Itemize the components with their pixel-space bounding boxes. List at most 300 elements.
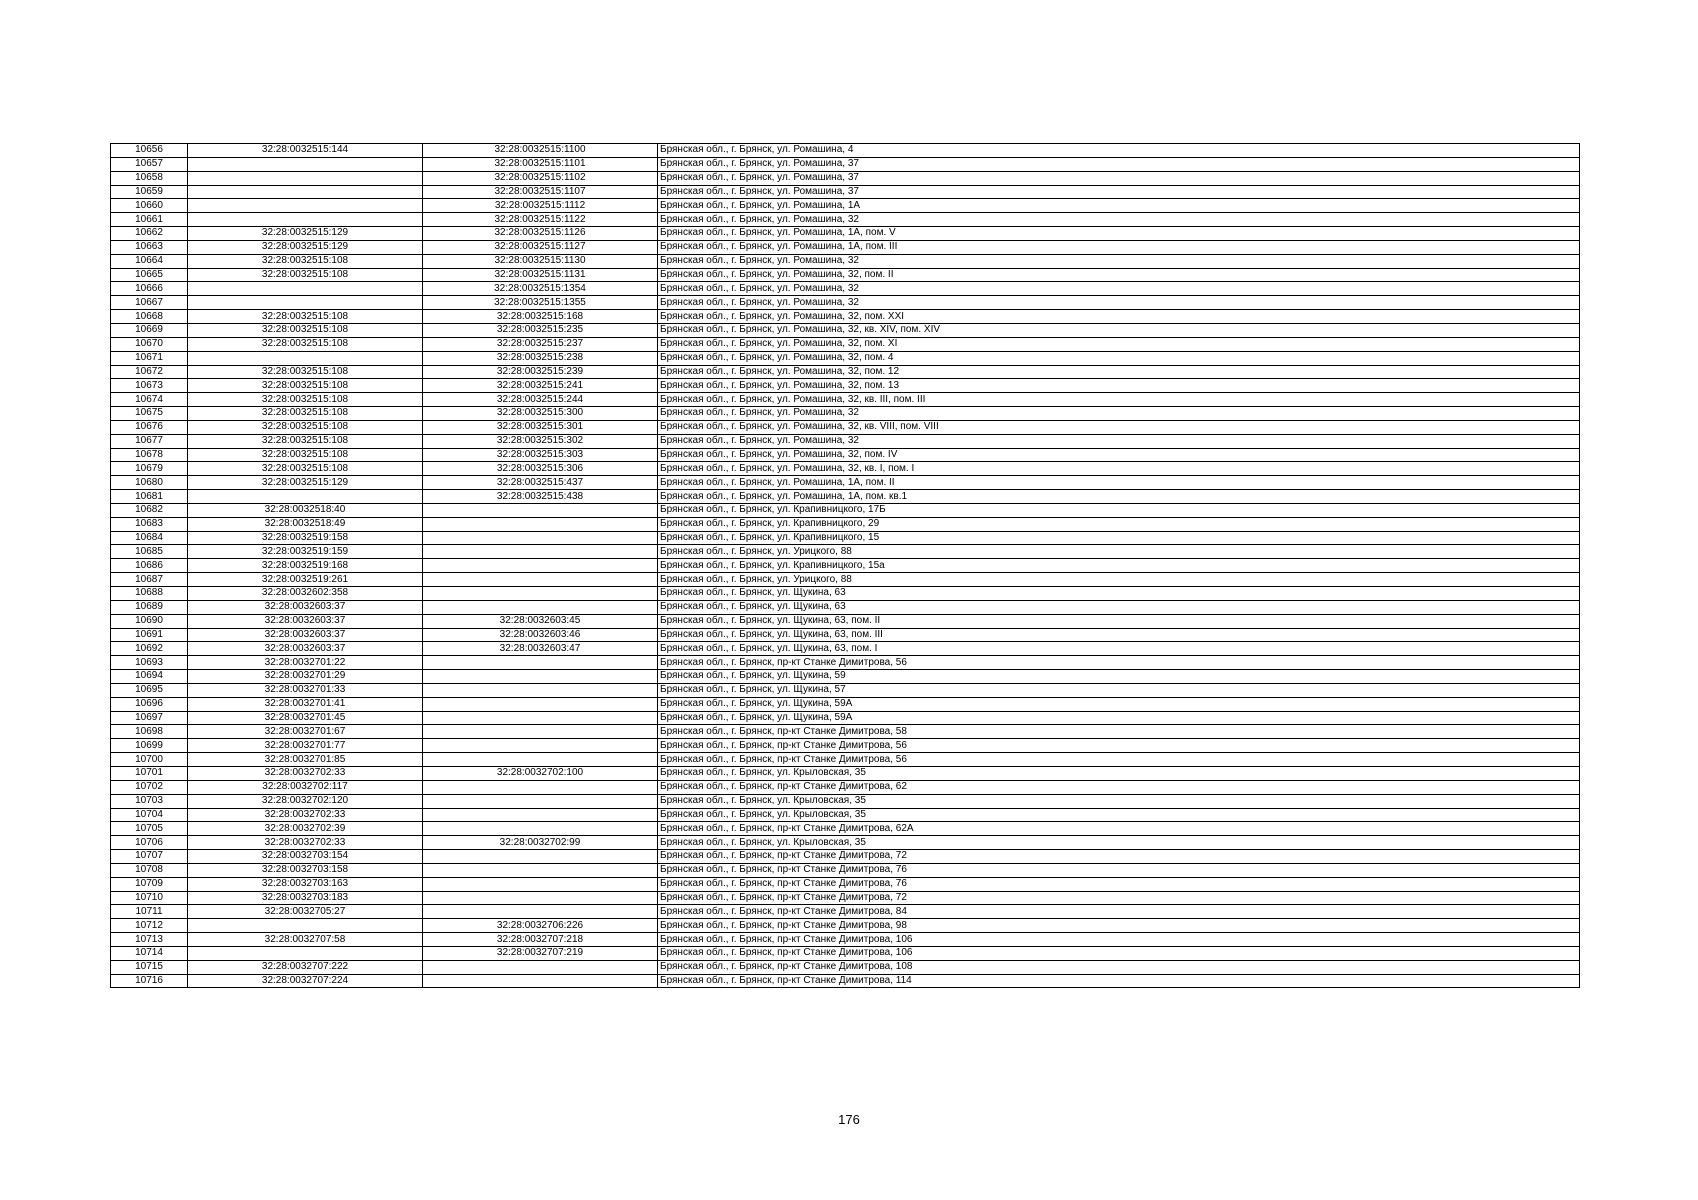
table-row: [111, 337, 1580, 351]
table-row: [111, 296, 1580, 310]
row-number-cell: 10695: [111, 683, 188, 697]
row-number-cell: 10714: [111, 946, 188, 960]
parcel-number-cell: 32:28:0032702:120: [188, 794, 423, 808]
row-number-cell: 10713: [111, 933, 188, 947]
object-number-cell: [423, 753, 658, 767]
row-number-cell: 10660: [111, 199, 188, 213]
table-row: [111, 836, 1580, 850]
address-cell: Брянская обл., г. Брянск, ул. Щукина, 63, пом. III: [658, 628, 1580, 642]
table-row: [111, 323, 1580, 337]
parcel-number-cell: 32:28:0032519:159: [188, 545, 423, 559]
address-cell: Брянская обл., г. Брянск, ул. Крапивницкого, 17Б: [658, 503, 1580, 517]
parcel-number-cell: 32:28:0032602:358: [188, 587, 423, 601]
table-row: [111, 725, 1580, 739]
row-number-cell: 10662: [111, 227, 188, 241]
object-number-cell: 32:28:0032707:219: [423, 946, 658, 960]
address-cell: Брянская обл., г. Брянск, пр-кт Станке Димитрова, 106: [658, 946, 1580, 960]
parcel-number-cell: 32:28:0032515:108: [188, 420, 423, 434]
row-number-cell: 10702: [111, 780, 188, 794]
table-row: [111, 974, 1580, 988]
parcel-number-cell: 32:28:0032515:108: [188, 393, 423, 407]
parcel-number-cell: 32:28:0032515:108: [188, 310, 423, 324]
address-cell: Брянская обл., г. Брянск, ул. Ромашина, 32, пом. XXI: [658, 310, 1580, 324]
object-number-cell: 32:28:0032515:241: [423, 379, 658, 393]
parcel-number-cell: [188, 946, 423, 960]
row-number-cell: 10696: [111, 697, 188, 711]
table-row: [111, 739, 1580, 753]
address-cell: Брянская обл., г. Брянск, ул. Ромашина, 32, пом. 12: [658, 365, 1580, 379]
object-number-cell: 32:28:0032706:226: [423, 919, 658, 933]
parcel-number-cell: [188, 213, 423, 227]
object-number-cell: 32:28:0032603:46: [423, 628, 658, 642]
object-number-cell: 32:28:0032515:1107: [423, 185, 658, 199]
row-number-cell: 10668: [111, 310, 188, 324]
row-number-cell: 10708: [111, 863, 188, 877]
address-cell: Брянская обл., г. Брянск, пр-кт Станке Димитрова, 108: [658, 960, 1580, 974]
object-number-cell: [423, 808, 658, 822]
table-row: [111, 587, 1580, 601]
object-number-cell: [423, 587, 658, 601]
parcel-number-cell: 32:28:0032603:37: [188, 628, 423, 642]
row-number-cell: 10666: [111, 282, 188, 296]
object-number-cell: 32:28:0032515:238: [423, 351, 658, 365]
address-cell: Брянская обл., г. Брянск, ул. Ромашина, 32, пом. XI: [658, 337, 1580, 351]
object-number-cell: 32:28:0032515:1100: [423, 144, 658, 158]
address-cell: Брянская обл., г. Брянск, ул. Крапивницкого, 15а: [658, 559, 1580, 573]
parcel-number-cell: 32:28:0032703:154: [188, 850, 423, 864]
parcel-number-cell: 32:28:0032515:108: [188, 434, 423, 448]
address-cell: Брянская обл., г. Брянск, ул. Щукина, 63, пом. II: [658, 614, 1580, 628]
address-cell: Брянская обл., г. Брянск, пр-кт Станке Димитрова, 56: [658, 739, 1580, 753]
table-row: [111, 946, 1580, 960]
parcel-number-cell: 32:28:0032515:108: [188, 365, 423, 379]
row-number-cell: 10716: [111, 974, 188, 988]
address-cell: Брянская обл., г. Брянск, ул. Ромашина, 4: [658, 144, 1580, 158]
row-number-cell: 10671: [111, 351, 188, 365]
object-number-cell: [423, 531, 658, 545]
object-number-cell: [423, 517, 658, 531]
table-row: [111, 711, 1580, 725]
object-number-cell: [423, 794, 658, 808]
table-row: [111, 462, 1580, 476]
object-number-cell: 32:28:0032515:301: [423, 420, 658, 434]
object-number-cell: [423, 891, 658, 905]
object-number-cell: 32:28:0032515:244: [423, 393, 658, 407]
address-cell: Брянская обл., г. Брянск, ул. Щукина, 63, пом. I: [658, 642, 1580, 656]
parcel-number-cell: 32:28:0032703:183: [188, 891, 423, 905]
row-number-cell: 10669: [111, 323, 188, 337]
parcel-number-cell: [188, 185, 423, 199]
object-number-cell: [423, 656, 658, 670]
object-number-cell: [423, 683, 658, 697]
object-number-cell: 32:28:0032515:1127: [423, 240, 658, 254]
parcel-number-cell: 32:28:0032515:144: [188, 144, 423, 158]
object-number-cell: 32:28:0032515:235: [423, 323, 658, 337]
table-row: [111, 559, 1580, 573]
table-row: [111, 919, 1580, 933]
parcel-number-cell: 32:28:0032519:158: [188, 531, 423, 545]
address-cell: Брянская обл., г. Брянск, пр-кт Станке Димитрова, 84: [658, 905, 1580, 919]
object-number-cell: [423, 573, 658, 587]
table-row: [111, 365, 1580, 379]
table-row: [111, 227, 1580, 241]
row-number-cell: 10707: [111, 850, 188, 864]
table-row: [111, 282, 1580, 296]
address-cell: Брянская обл., г. Брянск, ул. Ромашина, 32, кв. VIII, пом. VIII: [658, 420, 1580, 434]
parcel-number-cell: 32:28:0032515:108: [188, 379, 423, 393]
address-cell: Брянская обл., г. Брянск, ул. Щукина, 59А: [658, 711, 1580, 725]
row-number-cell: 10712: [111, 919, 188, 933]
page-number: 176: [838, 1112, 860, 1127]
address-cell: Брянская обл., г. Брянск, ул. Ромашина, 32: [658, 407, 1580, 421]
row-number-cell: 10672: [111, 365, 188, 379]
address-cell: Брянская обл., г. Брянск, ул. Ромашина, 32: [658, 434, 1580, 448]
table-row: [111, 407, 1580, 421]
object-number-cell: [423, 822, 658, 836]
table-row: [111, 171, 1580, 185]
parcel-number-cell: [188, 282, 423, 296]
row-number-cell: 10711: [111, 905, 188, 919]
table-row: [111, 144, 1580, 158]
parcel-number-cell: 32:28:0032603:37: [188, 614, 423, 628]
parcel-number-cell: 32:28:0032702:117: [188, 780, 423, 794]
row-number-cell: 10683: [111, 517, 188, 531]
address-cell: Брянская обл., г. Брянск, ул. Ромашина, 32: [658, 296, 1580, 310]
row-number-cell: 10658: [111, 171, 188, 185]
table-row: [111, 434, 1580, 448]
parcel-number-cell: [188, 490, 423, 504]
address-cell: Брянская обл., г. Брянск, пр-кт Станке Димитрова, 76: [658, 863, 1580, 877]
parcel-number-cell: 32:28:0032701:77: [188, 739, 423, 753]
row-number-cell: 10679: [111, 462, 188, 476]
row-number-cell: 10687: [111, 573, 188, 587]
address-cell: Брянская обл., г. Брянск, ул. Ромашина, 32, пом. 4: [658, 351, 1580, 365]
table-row: [111, 877, 1580, 891]
row-number-cell: 10701: [111, 766, 188, 780]
table-row: [111, 905, 1580, 919]
parcel-number-cell: 32:28:0032515:108: [188, 462, 423, 476]
row-number-cell: 10688: [111, 587, 188, 601]
table-row: [111, 379, 1580, 393]
table-row: [111, 185, 1580, 199]
address-cell: Брянская обл., г. Брянск, ул. Крыловская, 35: [658, 766, 1580, 780]
address-cell: Брянская обл., г. Брянск, ул. Ромашина, 32: [658, 213, 1580, 227]
address-cell: Брянская обл., г. Брянск, ул. Щукина, 59: [658, 670, 1580, 684]
table-row: [111, 863, 1580, 877]
row-number-cell: 10673: [111, 379, 188, 393]
parcel-number-cell: 32:28:0032702:33: [188, 808, 423, 822]
parcel-number-cell: 32:28:0032515:108: [188, 323, 423, 337]
row-number-cell: 10715: [111, 960, 188, 974]
table-row: [111, 600, 1580, 614]
address-cell: Брянская обл., г. Брянск, пр-кт Станке Димитрова, 56: [658, 753, 1580, 767]
address-cell: Брянская обл., г. Брянск, ул. Ромашина, 1А, пом. кв.1: [658, 490, 1580, 504]
table-row: [111, 697, 1580, 711]
address-cell: Брянская обл., г. Брянск, ул. Щукина, 57: [658, 683, 1580, 697]
row-number-cell: 10667: [111, 296, 188, 310]
object-number-cell: 32:28:0032515:1354: [423, 282, 658, 296]
table-row: [111, 393, 1580, 407]
address-cell: Брянская обл., г. Брянск, ул. Ромашина, 1А, пом. V: [658, 227, 1580, 241]
object-number-cell: 32:28:0032515:1101: [423, 157, 658, 171]
object-number-cell: 32:28:0032515:1102: [423, 171, 658, 185]
address-cell: Брянская обл., г. Брянск, ул. Крыловская, 35: [658, 808, 1580, 822]
table-row: [111, 891, 1580, 905]
address-cell: Брянская обл., г. Брянск, ул. Ромашина, 37: [658, 185, 1580, 199]
parcel-number-cell: 32:28:0032702:33: [188, 836, 423, 850]
object-number-cell: [423, 545, 658, 559]
row-number-cell: 10691: [111, 628, 188, 642]
parcel-number-cell: 32:28:0032603:37: [188, 600, 423, 614]
object-number-cell: 32:28:0032515:437: [423, 476, 658, 490]
parcel-number-cell: 32:28:0032701:22: [188, 656, 423, 670]
parcel-number-cell: 32:28:0032515:108: [188, 254, 423, 268]
row-number-cell: 10681: [111, 490, 188, 504]
object-number-cell: 32:28:0032515:1355: [423, 296, 658, 310]
row-number-cell: 10692: [111, 642, 188, 656]
row-number-cell: 10661: [111, 213, 188, 227]
address-cell: Брянская обл., г. Брянск, ул. Ромашина, 32, пом. II: [658, 268, 1580, 282]
object-number-cell: 32:28:0032515:239: [423, 365, 658, 379]
object-number-cell: 32:28:0032515:1130: [423, 254, 658, 268]
row-number-cell: 10684: [111, 531, 188, 545]
parcel-number-cell: 32:28:0032515:129: [188, 476, 423, 490]
address-cell: Брянская обл., г. Брянск, ул. Щукина, 63: [658, 600, 1580, 614]
object-number-cell: 32:28:0032603:45: [423, 614, 658, 628]
parcel-number-cell: [188, 171, 423, 185]
object-number-cell: 32:28:0032515:1112: [423, 199, 658, 213]
row-number-cell: 10690: [111, 614, 188, 628]
object-number-cell: 32:28:0032702:100: [423, 766, 658, 780]
object-number-cell: [423, 697, 658, 711]
address-cell: Брянская обл., г. Брянск, ул. Крыловская, 35: [658, 836, 1580, 850]
row-number-cell: 10698: [111, 725, 188, 739]
table-row: [111, 794, 1580, 808]
object-number-cell: [423, 905, 658, 919]
table-row: [111, 614, 1580, 628]
row-number-cell: 10685: [111, 545, 188, 559]
object-number-cell: [423, 863, 658, 877]
address-cell: Брянская обл., г. Брянск, ул. Щукина, 63: [658, 587, 1580, 601]
table-row: [111, 199, 1580, 213]
table-row: [111, 850, 1580, 864]
table-row: [111, 254, 1580, 268]
parcel-number-cell: 32:28:0032515:108: [188, 337, 423, 351]
parcel-number-cell: 32:28:0032519:261: [188, 573, 423, 587]
address-cell: Брянская обл., г. Брянск, пр-кт Станке Димитрова, 62А: [658, 822, 1580, 836]
row-number-cell: 10659: [111, 185, 188, 199]
row-number-cell: 10657: [111, 157, 188, 171]
address-cell: Брянская обл., г. Брянск, ул. Ромашина, 32, кв. XIV, пом. XIV: [658, 323, 1580, 337]
table-row: [111, 933, 1580, 947]
table-row: [111, 780, 1580, 794]
table-row: [111, 822, 1580, 836]
address-cell: Брянская обл., г. Брянск, ул. Ромашина, 1А, пом. III: [658, 240, 1580, 254]
address-cell: Брянская обл., г. Брянск, ул. Ромашина, 32, кв. III, пом. III: [658, 393, 1580, 407]
row-number-cell: 10674: [111, 393, 188, 407]
address-cell: Брянская обл., г. Брянск, ул. Ромашина, 32, пом. 13: [658, 379, 1580, 393]
parcel-number-cell: 32:28:0032702:33: [188, 766, 423, 780]
parcel-number-cell: [188, 919, 423, 933]
parcel-number-cell: [188, 199, 423, 213]
address-cell: Брянская обл., г. Брянск, ул. Крапивницкого, 15: [658, 531, 1580, 545]
parcel-number-cell: 32:28:0032707:224: [188, 974, 423, 988]
address-cell: Брянская обл., г. Брянск, пр-кт Станке Димитрова, 72: [658, 850, 1580, 864]
address-cell: Брянская обл., г. Брянск, пр-кт Станке Димитрова, 114: [658, 974, 1580, 988]
parcel-number-cell: 32:28:0032703:158: [188, 863, 423, 877]
table-row: [111, 670, 1580, 684]
parcel-number-cell: [188, 157, 423, 171]
address-cell: Брянская обл., г. Брянск, пр-кт Станке Димитрова, 56: [658, 656, 1580, 670]
parcel-number-cell: 32:28:0032705:27: [188, 905, 423, 919]
parcel-number-cell: 32:28:0032707:58: [188, 933, 423, 947]
table-row: [111, 573, 1580, 587]
table-row: [111, 157, 1580, 171]
object-number-cell: [423, 877, 658, 891]
parcel-number-cell: 32:28:0032515:129: [188, 227, 423, 241]
row-number-cell: 10682: [111, 503, 188, 517]
parcel-number-cell: 32:28:0032515:108: [188, 268, 423, 282]
row-number-cell: 10686: [111, 559, 188, 573]
address-cell: Брянская обл., г. Брянск, пр-кт Станке Димитрова, 62: [658, 780, 1580, 794]
object-number-cell: 32:28:0032515:438: [423, 490, 658, 504]
parcel-number-cell: 32:28:0032515:129: [188, 240, 423, 254]
table-row: [111, 240, 1580, 254]
object-number-cell: 32:28:0032515:300: [423, 407, 658, 421]
address-cell: Брянская обл., г. Брянск, пр-кт Станке Димитрова, 58: [658, 725, 1580, 739]
object-number-cell: [423, 503, 658, 517]
property-register-table: [110, 143, 1580, 988]
row-number-cell: 10663: [111, 240, 188, 254]
object-number-cell: [423, 725, 658, 739]
row-number-cell: 10694: [111, 670, 188, 684]
row-number-cell: 10689: [111, 600, 188, 614]
address-cell: Брянская обл., г. Брянск, ул. Ромашина, 37: [658, 157, 1580, 171]
parcel-number-cell: 32:28:0032603:37: [188, 642, 423, 656]
address-cell: Брянская обл., г. Брянск, пр-кт Станке Димитрова, 72: [658, 891, 1580, 905]
table-row: [111, 753, 1580, 767]
row-number-cell: 10677: [111, 434, 188, 448]
row-number-cell: 10697: [111, 711, 188, 725]
row-number-cell: 10703: [111, 794, 188, 808]
object-number-cell: 32:28:0032515:303: [423, 448, 658, 462]
address-cell: Брянская обл., г. Брянск, ул. Щукина, 59А: [658, 697, 1580, 711]
row-number-cell: 10664: [111, 254, 188, 268]
register-table-body: [111, 144, 1580, 988]
parcel-number-cell: 32:28:0032519:168: [188, 559, 423, 573]
parcel-number-cell: 32:28:0032707:222: [188, 960, 423, 974]
row-number-cell: 10709: [111, 877, 188, 891]
object-number-cell: 32:28:0032515:1126: [423, 227, 658, 241]
object-number-cell: 32:28:0032515:302: [423, 434, 658, 448]
object-number-cell: [423, 711, 658, 725]
address-cell: Брянская обл., г. Брянск, пр-кт Станке Димитрова, 98: [658, 919, 1580, 933]
row-number-cell: 10693: [111, 656, 188, 670]
object-number-cell: [423, 600, 658, 614]
address-cell: Брянская обл., г. Брянск, ул. Ромашина, 1А: [658, 199, 1580, 213]
table-row: [111, 683, 1580, 697]
table-row: [111, 310, 1580, 324]
parcel-number-cell: 32:28:0032701:67: [188, 725, 423, 739]
table-row: [111, 808, 1580, 822]
row-number-cell: 10656: [111, 144, 188, 158]
parcel-number-cell: 32:28:0032701:41: [188, 697, 423, 711]
parcel-number-cell: 32:28:0032518:49: [188, 517, 423, 531]
table-row: [111, 213, 1580, 227]
table-row: [111, 766, 1580, 780]
table-row: [111, 642, 1580, 656]
object-number-cell: [423, 670, 658, 684]
object-number-cell: 32:28:0032515:306: [423, 462, 658, 476]
row-number-cell: 10676: [111, 420, 188, 434]
address-cell: Брянская обл., г. Брянск, ул. Урицкого, 88: [658, 545, 1580, 559]
address-cell: Брянская обл., г. Брянск, ул. Урицкого, 88: [658, 573, 1580, 587]
address-cell: Брянская обл., г. Брянск, пр-кт Станке Димитрова, 76: [658, 877, 1580, 891]
parcel-number-cell: 32:28:0032701:45: [188, 711, 423, 725]
row-number-cell: 10675: [111, 407, 188, 421]
object-number-cell: [423, 559, 658, 573]
parcel-number-cell: 32:28:0032518:40: [188, 503, 423, 517]
row-number-cell: 10670: [111, 337, 188, 351]
object-number-cell: 32:28:0032707:218: [423, 933, 658, 947]
parcel-number-cell: 32:28:0032701:85: [188, 753, 423, 767]
object-number-cell: 32:28:0032515:1131: [423, 268, 658, 282]
address-cell: Брянская обл., г. Брянск, ул. Крыловская, 35: [658, 794, 1580, 808]
parcel-number-cell: 32:28:0032702:39: [188, 822, 423, 836]
table-row: [111, 545, 1580, 559]
row-number-cell: 10680: [111, 476, 188, 490]
object-number-cell: [423, 960, 658, 974]
object-number-cell: [423, 850, 658, 864]
object-number-cell: 32:28:0032515:237: [423, 337, 658, 351]
address-cell: Брянская обл., г. Брянск, ул. Ромашина, 32, кв. I, пом. I: [658, 462, 1580, 476]
table-row: [111, 490, 1580, 504]
parcel-number-cell: 32:28:0032515:108: [188, 448, 423, 462]
address-cell: Брянская обл., г. Брянск, ул. Ромашина, 37: [658, 171, 1580, 185]
object-number-cell: 32:28:0032515:168: [423, 310, 658, 324]
address-cell: Брянская обл., г. Брянск, ул. Крапивницкого, 29: [658, 517, 1580, 531]
object-number-cell: 32:28:0032702:99: [423, 836, 658, 850]
table-row: [111, 420, 1580, 434]
parcel-number-cell: 32:28:0032701:29: [188, 670, 423, 684]
parcel-number-cell: 32:28:0032515:108: [188, 407, 423, 421]
row-number-cell: 10700: [111, 753, 188, 767]
row-number-cell: 10678: [111, 448, 188, 462]
object-number-cell: [423, 974, 658, 988]
parcel-number-cell: [188, 296, 423, 310]
object-number-cell: 32:28:0032515:1122: [423, 213, 658, 227]
object-number-cell: 32:28:0032603:47: [423, 642, 658, 656]
address-cell: Брянская обл., г. Брянск, ул. Ромашина, 32: [658, 282, 1580, 296]
table-row: [111, 628, 1580, 642]
table-row: [111, 656, 1580, 670]
row-number-cell: 10710: [111, 891, 188, 905]
table-row: [111, 517, 1580, 531]
address-cell: Брянская обл., г. Брянск, пр-кт Станке Димитрова, 106: [658, 933, 1580, 947]
table-row: [111, 448, 1580, 462]
parcel-number-cell: [188, 351, 423, 365]
address-cell: Брянская обл., г. Брянск, ул. Ромашина, 1А, пом. II: [658, 476, 1580, 490]
row-number-cell: 10699: [111, 739, 188, 753]
table-row: [111, 531, 1580, 545]
table-row: [111, 503, 1580, 517]
address-cell: Брянская обл., г. Брянск, ул. Ромашина, 32, пом. IV: [658, 448, 1580, 462]
table-row: [111, 476, 1580, 490]
table-row: [111, 960, 1580, 974]
object-number-cell: [423, 780, 658, 794]
object-number-cell: [423, 739, 658, 753]
table-row: [111, 351, 1580, 365]
